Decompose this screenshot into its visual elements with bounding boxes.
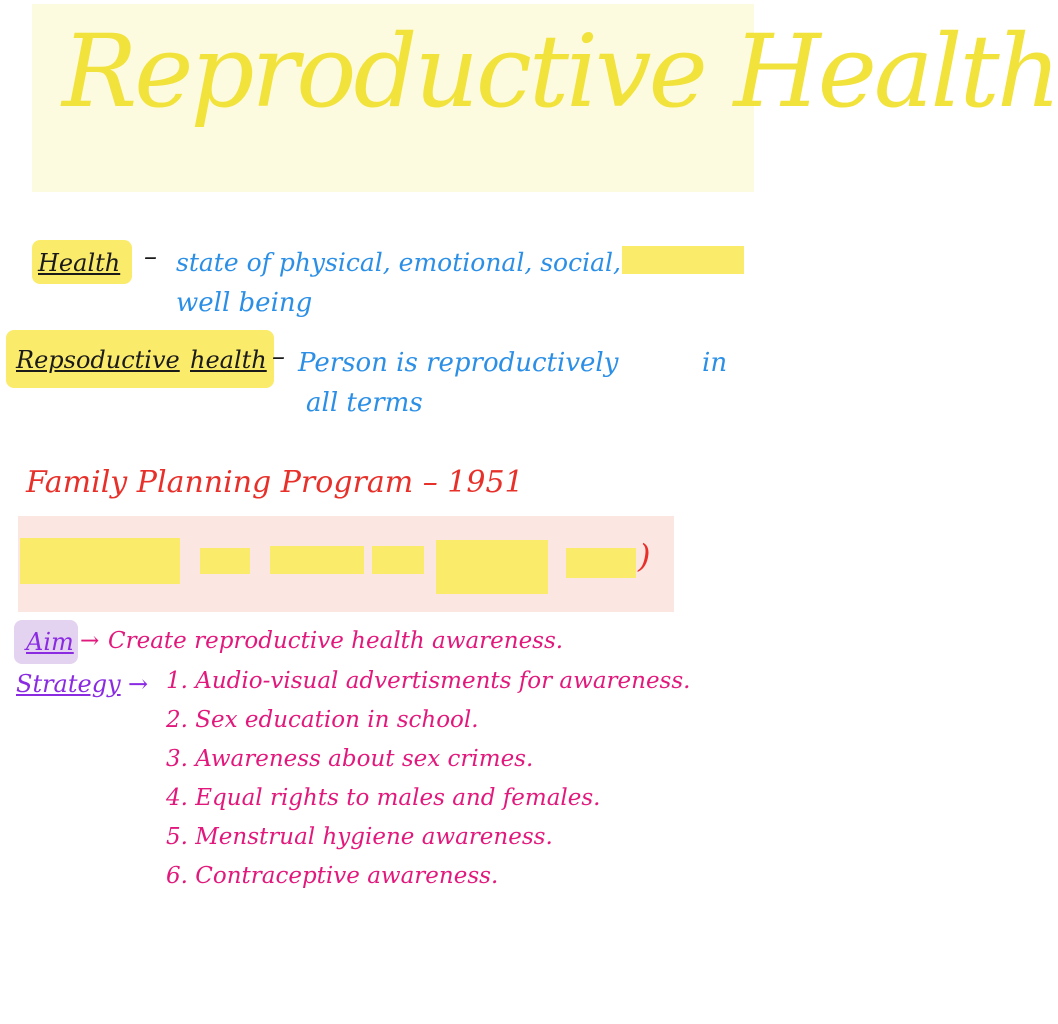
program-redaction-2 bbox=[200, 548, 250, 574]
reproductive-health-dash: – bbox=[272, 342, 285, 372]
program-heading: Family Planning Program – 1951 bbox=[26, 465, 524, 500]
health-redaction bbox=[622, 246, 744, 274]
health-dash: – bbox=[144, 242, 157, 272]
strategy-item: 5. Menstrual hygiene awareness. bbox=[166, 824, 553, 850]
strategy-label: Strategy bbox=[16, 670, 121, 698]
program-closing-paren: ) bbox=[638, 537, 651, 575]
reproductive-health-term-part2: health bbox=[190, 346, 267, 374]
strategy-item: 2. Sex education in school. bbox=[166, 707, 479, 733]
strategy-item: 1. Audio-visual advertisments for awareness. bbox=[166, 668, 691, 694]
page-title: Reproductive Health bbox=[62, 13, 1058, 130]
aim-text: Create reproductive health awareness. bbox=[108, 628, 564, 654]
reproductive-health-definition-in: in bbox=[702, 348, 728, 378]
strategy-item: 4. Equal rights to males and females. bbox=[166, 785, 601, 811]
reproductive-health-definition-line2: all terms bbox=[306, 388, 423, 418]
program-redaction-4 bbox=[372, 546, 424, 574]
reproductive-health-definition-line1: Person is reproductively bbox=[298, 348, 619, 378]
program-redaction-3 bbox=[270, 546, 364, 574]
strategy-list bbox=[166, 670, 690, 904]
health-definition-line2: well being bbox=[176, 288, 313, 318]
program-redaction-1 bbox=[20, 538, 180, 584]
strategy-item: 6. Contraceptive awareness. bbox=[166, 863, 499, 889]
reproductive-health-term-part1: Repsoductive bbox=[16, 346, 180, 374]
program-redaction-5 bbox=[436, 540, 548, 594]
health-term: Health bbox=[38, 249, 121, 277]
program-redaction-6 bbox=[566, 548, 636, 578]
aim-label: Aim bbox=[26, 628, 74, 656]
strategy-arrow: → bbox=[128, 670, 149, 698]
strategy-item: 3. Awareness about sex crimes. bbox=[166, 746, 534, 772]
health-definition-line1: state of physical, emotional, social, bbox=[176, 248, 621, 277]
aim-arrow: → bbox=[80, 628, 100, 654]
